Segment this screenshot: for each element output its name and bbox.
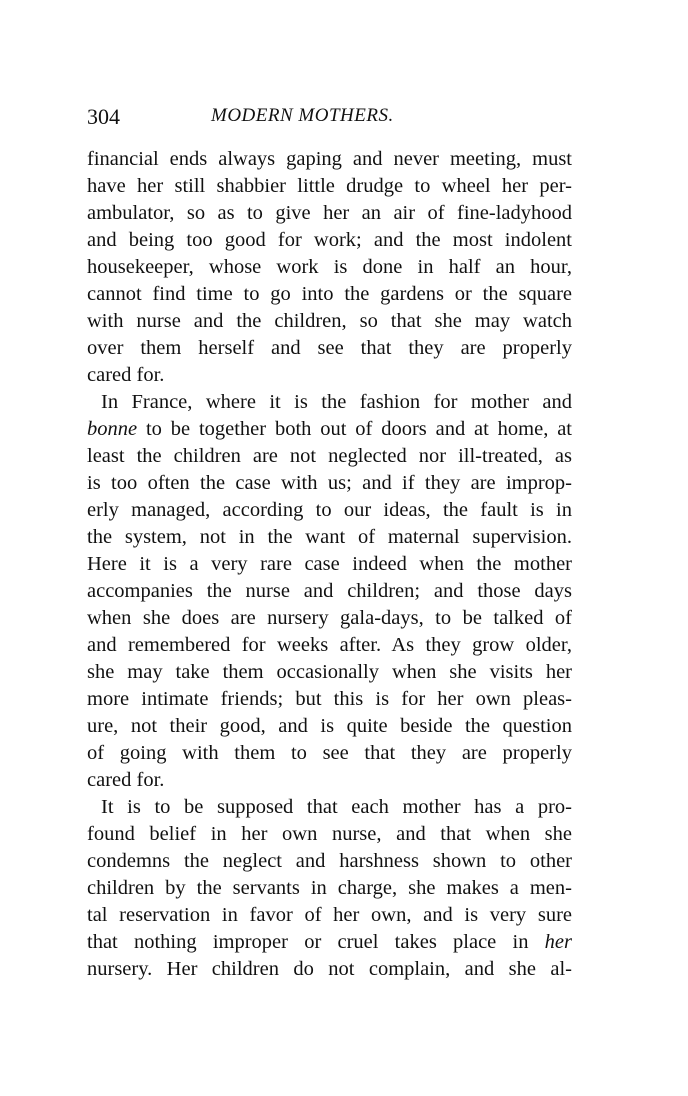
- text-line: [87, 686, 572, 713]
- italic-word: bonne: [87, 418, 138, 440]
- text-segment: financial ends always gaping and never meeting, must: [87, 148, 572, 170]
- text-segment: cannot find time to go into the gardens or the square: [87, 283, 572, 305]
- text-segment: with nurse and the children, so that she may watch: [87, 310, 572, 332]
- text-line: [87, 227, 572, 254]
- text-segment: ure, not their good, and is quite beside the question: [87, 715, 572, 737]
- text-segment: over them herself and see that they are properly: [87, 337, 572, 359]
- text-segment: least the children are not neglected nor ill-treated, as: [87, 445, 572, 467]
- text-line: [87, 659, 572, 686]
- running-header: [87, 104, 572, 130]
- text-segment: the system, not in the want of maternal supervision.: [87, 526, 572, 548]
- text-segment: It is to be supposed that each mother has a pro-: [101, 796, 572, 818]
- text-segment: cared for.: [87, 769, 165, 791]
- text-line: [87, 767, 572, 794]
- text-segment: to be together both out of doors and at home, at: [137, 418, 572, 440]
- text-line: [87, 605, 572, 632]
- text-segment: when she does are nursery gala-days, to be talked of: [87, 607, 572, 629]
- text-line: [87, 956, 572, 983]
- text-line: [87, 335, 572, 362]
- text-line: [87, 308, 572, 335]
- text-segment: ambulator, so as to give her an air of fine-ladyhood: [87, 202, 572, 224]
- text-line: [87, 740, 572, 767]
- text-line: [87, 173, 572, 200]
- text-segment: more intimate friends; but this is for her own pleas-: [87, 688, 572, 710]
- text-segment: children by the servants in charge, she makes a men-: [87, 877, 572, 899]
- text-segment: is too often the case with us; and if they are improp-: [87, 472, 572, 494]
- text-line: [87, 389, 572, 416]
- text-segment: nursery. Her children do not complain, and she al-: [87, 958, 572, 980]
- page-number: 304: [87, 104, 120, 129]
- text-segment: have her still shabbier little drudge to wheel her per-: [87, 175, 572, 197]
- italic-word: her: [544, 931, 572, 953]
- text-line: [87, 713, 572, 740]
- running-title: MODERN MOTHERS.: [211, 105, 394, 126]
- text-line: [87, 470, 572, 497]
- text-segment: In France, where it is the fashion for mother and: [101, 391, 572, 413]
- text-segment: and being too good for work; and the most indolent: [87, 229, 572, 251]
- text-segment: and remembered for weeks after. As they grow older,: [87, 634, 572, 656]
- text-line: [87, 200, 572, 227]
- text-line: [87, 524, 572, 551]
- text-segment: found belief in her own nurse, and that when she: [87, 823, 572, 845]
- text-line: [87, 497, 572, 524]
- text-line: [87, 551, 572, 578]
- text-line: [87, 632, 572, 659]
- text-line: [87, 443, 572, 470]
- text-segment: erly managed, according to our ideas, the fault is in: [87, 499, 572, 521]
- text-segment: of going with them to see that they are properly: [87, 742, 572, 764]
- text-line: [87, 578, 572, 605]
- text-segment: housekeeper, whose work is done in half an hour,: [87, 256, 572, 278]
- text-line: [87, 821, 572, 848]
- text-line: [87, 929, 572, 956]
- text-line: [87, 254, 572, 281]
- text-segment: tal reservation in favor of her own, and is very sure: [87, 904, 572, 926]
- text-segment: Here it is a very rare case indeed when the mother: [87, 553, 572, 575]
- text-line: [87, 902, 572, 929]
- text-line: [87, 848, 572, 875]
- text-line: [87, 146, 572, 173]
- text-line: [87, 362, 572, 389]
- text-segment: accompanies the nurse and children; and those days: [87, 580, 572, 602]
- body-text: [87, 146, 572, 983]
- text-segment: she may take them occasionally when she visits her: [87, 661, 572, 683]
- text-segment: that nothing improper or cruel takes place in: [87, 931, 545, 953]
- text-segment: cared for.: [87, 364, 165, 386]
- text-segment: condemns the neglect and harshness shown to other: [87, 850, 572, 872]
- text-line: [87, 416, 572, 443]
- text-line: [87, 281, 572, 308]
- text-line: [87, 875, 572, 902]
- text-line: [87, 794, 572, 821]
